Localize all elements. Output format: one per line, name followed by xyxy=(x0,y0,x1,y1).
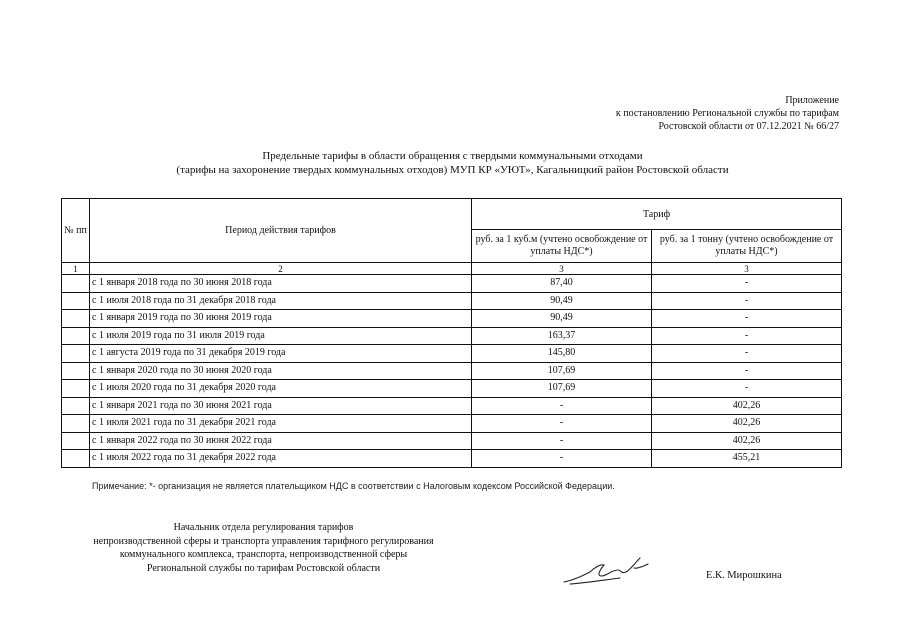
document-title xyxy=(60,149,845,177)
period-cell: с 1 января 2019 года по 30 июня 2019 года xyxy=(90,310,472,328)
table-row xyxy=(62,397,842,415)
handwritten-signature xyxy=(560,550,650,590)
period-cell: с 1 июля 2019 года по 31 июля 2019 года xyxy=(90,327,472,345)
appendix-line-3: Ростовской области от 07.12.2021 № 66/27 xyxy=(658,121,839,133)
table-header-row xyxy=(62,199,842,230)
row-number-cell xyxy=(62,380,90,398)
period-cell: с 1 января 2021 года по 30 июня 2021 года xyxy=(90,397,472,415)
per-cubic-meter-cell: 107,69 xyxy=(472,362,652,380)
per-ton-cell: - xyxy=(652,362,842,380)
per-ton-cell: 402,26 xyxy=(652,415,842,433)
row-number-cell xyxy=(62,345,90,363)
header-per-ton: руб. за 1 тонну (учтено освобождение от уплаты НДС*) xyxy=(652,230,842,263)
per-ton-cell: - xyxy=(652,380,842,398)
per-ton-cell: 402,26 xyxy=(652,397,842,415)
per-ton-cell: - xyxy=(652,275,842,293)
column-number-2: 2 xyxy=(90,263,472,275)
title-line-2: (тарифы на захоронение твердых коммунальных отходов) МУП КР «УЮТ», Кагальницкий район Ростовской области xyxy=(176,164,729,176)
tariffs-table xyxy=(61,198,842,468)
column-number-3: 3 xyxy=(472,263,652,275)
appendix-line-1: Приложение xyxy=(785,95,839,106)
period-cell: с 1 июля 2022 года по 31 декабря 2022 года xyxy=(90,450,472,468)
table-row xyxy=(62,415,842,433)
row-number-cell xyxy=(62,275,90,293)
per-ton-cell: - xyxy=(652,310,842,328)
per-cubic-meter-cell: - xyxy=(472,432,652,450)
row-number-cell xyxy=(62,415,90,433)
period-cell: с 1 июля 2020 года по 31 декабря 2020 года xyxy=(90,380,472,398)
per-cubic-meter-cell: - xyxy=(472,415,652,433)
per-cubic-meter-cell: 90,49 xyxy=(472,310,652,328)
signer-block xyxy=(60,521,467,575)
period-cell: с 1 июля 2018 года по 31 декабря 2018 года xyxy=(90,292,472,310)
period-cell: с 1 января 2022 года по 30 июня 2022 года xyxy=(90,432,472,450)
per-ton-cell: - xyxy=(652,327,842,345)
column-number-4: 3 xyxy=(652,263,842,275)
table-row xyxy=(62,292,842,310)
header-per-cubic-meter: руб. за 1 куб.м (учтено освобождение от уплаты НДС*) xyxy=(472,230,652,263)
per-cubic-meter-cell: 87,40 xyxy=(472,275,652,293)
table-row xyxy=(62,362,842,380)
signer-line-2: непроизводственной сферы и транспорта управления тарифного регулирования xyxy=(93,535,434,547)
header-tariff: Тариф xyxy=(472,199,842,230)
table-row xyxy=(62,450,842,468)
per-ton-cell: - xyxy=(652,292,842,310)
period-cell: с 1 января 2020 года по 30 июня 2020 года xyxy=(90,362,472,380)
appendix-header xyxy=(616,94,839,134)
row-number-cell xyxy=(62,292,90,310)
row-number-cell xyxy=(62,362,90,380)
table-row xyxy=(62,310,842,328)
per-ton-cell: 402,26 xyxy=(652,432,842,450)
period-cell: с 1 июля 2021 года по 31 декабря 2021 года xyxy=(90,415,472,433)
per-cubic-meter-cell: 145,80 xyxy=(472,345,652,363)
column-numbers-row xyxy=(62,263,842,275)
per-cubic-meter-cell: - xyxy=(472,397,652,415)
table-row xyxy=(62,380,842,398)
signer-line-4: Региональной службы по тарифам Ростовской области xyxy=(146,562,381,574)
per-cubic-meter-cell: 163,37 xyxy=(472,327,652,345)
signer-line-1: Начальник отдела регулирования тарифов xyxy=(173,522,354,533)
signer-line-3: коммунального комплекса, транспорта, непроизводственной сферы xyxy=(119,549,408,560)
table-row xyxy=(62,345,842,363)
row-number-cell xyxy=(62,450,90,468)
table-row xyxy=(62,327,842,345)
per-ton-cell: - xyxy=(652,345,842,363)
period-cell: с 1 августа 2019 года по 31 декабря 2019 года xyxy=(90,345,472,363)
title-line-1: Предельные тарифы в области обращения с твердыми коммунальными отходами xyxy=(262,150,643,162)
period-cell: с 1 января 2018 года по 30 июня 2018 года xyxy=(90,275,472,293)
footnote: Примечание: *- организация не является плательщиком НДС в соответствии с Налоговым кодексом Российской Федерации. xyxy=(92,481,615,491)
table-row xyxy=(62,432,842,450)
signer-name: Е.К. Мирошкина xyxy=(706,570,782,581)
per-ton-cell: 455,21 xyxy=(652,450,842,468)
appendix-line-2: к постановлению Региональной службы по тарифам xyxy=(615,108,839,120)
column-number-1: 1 xyxy=(62,263,90,275)
row-number-cell xyxy=(62,310,90,328)
row-number-cell xyxy=(62,327,90,345)
table-row xyxy=(62,275,842,293)
header-number: № пп xyxy=(62,199,90,263)
row-number-cell xyxy=(62,397,90,415)
per-cubic-meter-cell: 107,69 xyxy=(472,380,652,398)
row-number-cell xyxy=(62,432,90,450)
per-cubic-meter-cell: 90,49 xyxy=(472,292,652,310)
header-period: Период действия тарифов xyxy=(90,199,472,263)
per-cubic-meter-cell: - xyxy=(472,450,652,468)
